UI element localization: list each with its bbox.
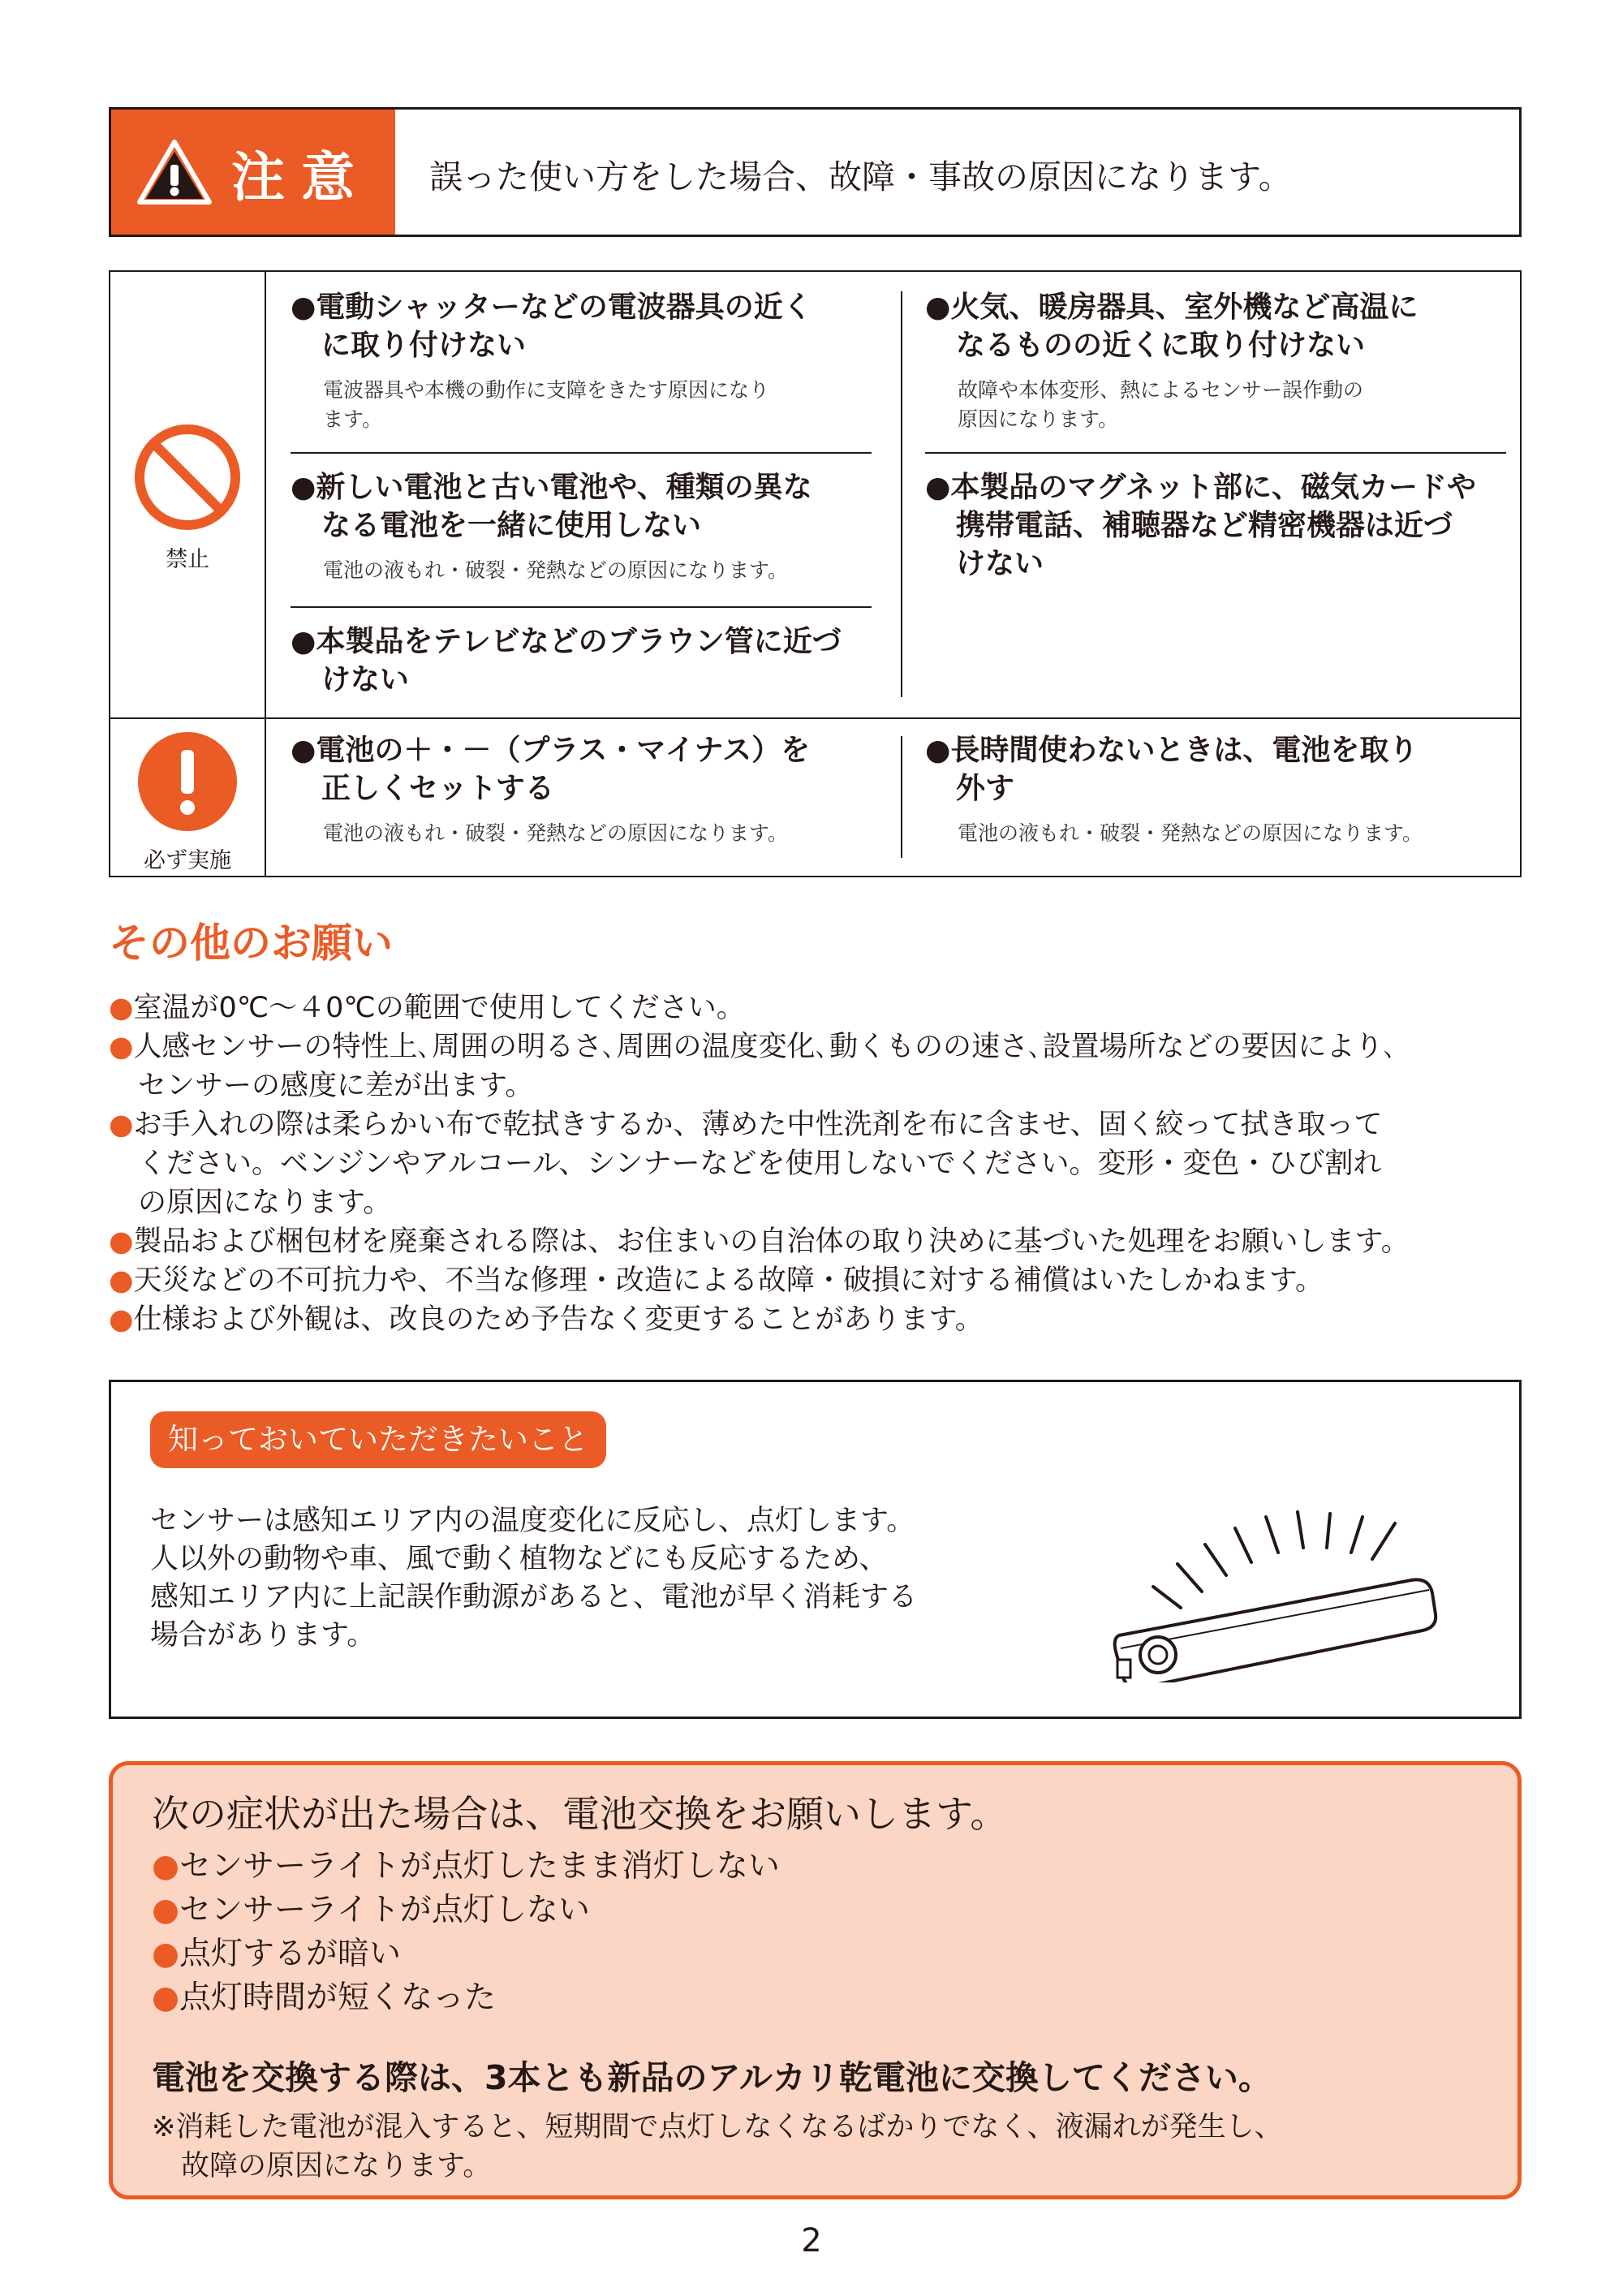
battery-footnote: ※消耗した電池が混入すると、短期間で点灯しなくなるばかりでなく、液漏れが発生し、 [152,2111,1283,2143]
battery-replacement-box [109,1761,1522,2199]
mandatory-item-detail: 電池の液もれ・破裂・発熱などの原因になります。 [958,821,1423,845]
exclamation-icon [138,732,237,831]
battery-footnote: 故障の原因になります。 [181,2150,492,2182]
other-requests-title: その他のお願い [109,920,393,967]
prohibited-icon-cell [110,272,266,717]
list-item: ●センサーライトが点灯したまま消灯しない [152,1848,780,1885]
prohibited-icon [133,423,242,532]
item-divider [291,606,872,608]
caution-message: 誤った使い方をした場合、故障・事故の原因になります。 [429,157,1292,196]
info-text-line: 感知エリア内に上記誤作動源があると、電池が早く消耗する [150,1581,918,1613]
caution-label: 注意 [231,145,371,209]
list-item: ●天災などの不可抗力や、不当な修理・改造による故障・破損に対する補償はいたしかねます。 [109,1264,1324,1297]
battery-note: 電池を交換する際は、3本とも新品のアルカリ乾電池に交換してください。 [152,2058,1272,2097]
table-row-divider [110,717,1520,719]
prohibited-label: 禁止 [166,547,209,572]
item-divider [291,452,872,454]
mandatory-item-heading: ●電池の＋・－（プラス・マイナス）を 正しくセットする [291,734,811,805]
list-item: ●室温が0℃～４0℃の範囲で使用してください。 [109,992,745,1024]
column-divider [901,291,902,697]
prohibited-item-heading: ●本製品のマグネット部に、磁気カードや 携帯電話、補聴器など精密機器は近づ けない [925,471,1477,580]
list-item: ●点灯するが暗い [152,1936,402,1972]
prohibited-item-detail: 故障や本体変形、熱によるセンサー誤作動の 原因になります。 [958,378,1364,431]
list-item: ●センサーライトが点灯しない [152,1892,590,1928]
info-text-line: 場合があります。 [150,1619,376,1652]
item-divider [925,452,1506,454]
mandatory-item-heading: ●長時間使わないときは、電池を取り 外す [925,734,1419,805]
mandatory-item-detail: 電池の液もれ・破裂・発熱などの原因になります。 [323,821,789,845]
caution-banner [109,107,1522,237]
page-number: 2 [801,2222,822,2259]
warning-triangle-icon [136,137,213,207]
caution-tag [111,110,395,235]
list-item: ●製品および梱包材を廃棄される際は、お住まいの自治体の取り決めに基づいた処理をお願いします。 [109,1226,1410,1258]
battery-title: 次の症状が出た場合は、電池交換をお願いします。 [152,1792,1008,1836]
prohibited-item-detail: 電池の液もれ・破裂・発熱などの原因になります。 [323,558,789,582]
prohibited-item-heading: ●本製品をテレビなどのブラウン管に近づ けない [291,625,842,696]
list-item: ●人感センサーの特性上､周囲の明るさ､周囲の温度変化､動くものの速さ､設置場所などの要因により､ センサーの感度に差が出ます。 [109,1031,1398,1102]
info-text-line: センサーは感知エリア内の温度変化に反応し、点灯します。 [150,1505,915,1537]
prohibited-item-detail: 電波器具や本機の動作に支障をきたす原因になり ます。 [323,378,770,431]
list-item: ●お手入れの際は柔らかい布で乾拭きするか、薄めた中性洗剤を布に含ませ、固く絞って拭き取って ください。ベンジンやアルコール、シンナーなどを使用しないでください。変形・変色・ひび割れ の原因になります。 [109,1109,1383,1219]
list-item: ●点灯時間が短くなった [152,1979,497,2016]
prohibited-item-heading: ●電動シャッターなどの電波器具の近く に取り付けない [291,291,812,362]
info-text-line: 人以外の動物や車、風で動く植物などにも反応するため、 [150,1543,888,1575]
mandatory-icon-cell [110,719,266,876]
list-item: ●仕様および外観は、改良のため予告なく変更することがあります。 [109,1303,984,1336]
info-tag: 知っておいていただきたいこと [150,1411,606,1468]
sensor-light-illustration [1093,1471,1466,1682]
prohibited-item-heading: ●火気、暖房器具、室外機など高温に なるものの近くに取り付けない [925,291,1419,362]
warning-table [109,270,1522,877]
column-divider [901,736,902,858]
prohibited-item-heading: ●新しい電池と古い電池や、種類の異な なる電池を一緒に使用しない [291,471,812,542]
info-box [109,1380,1522,1719]
mandatory-label: 必ず実施 [144,848,231,873]
